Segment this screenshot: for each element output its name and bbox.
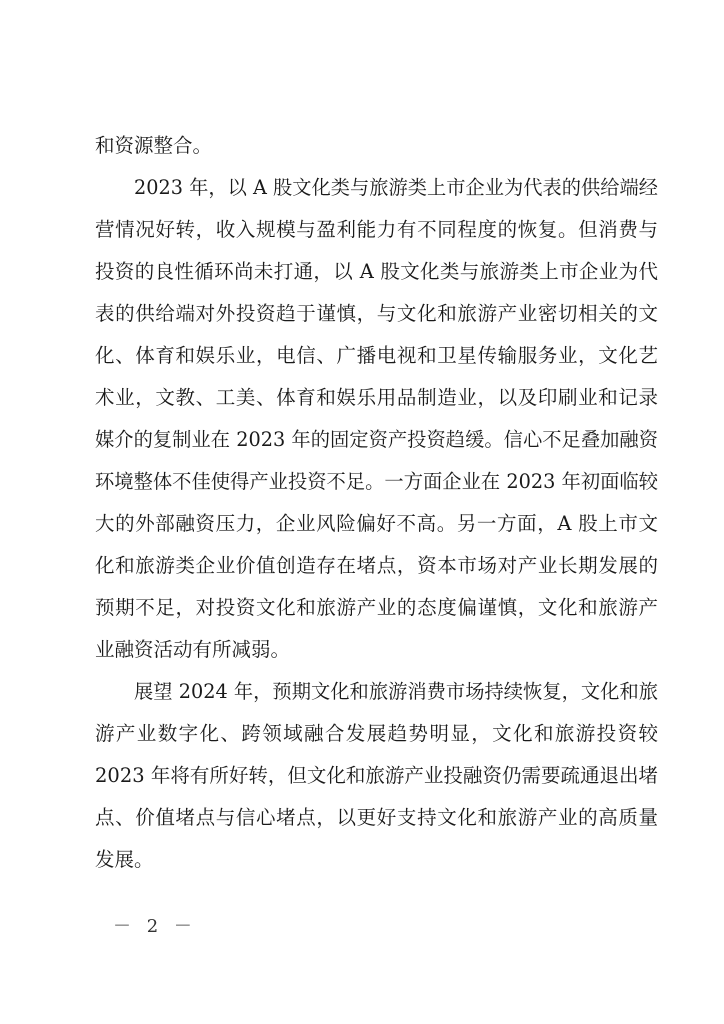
text-line — [0, 674, 724, 710]
page-number: － 2 － — [113, 916, 197, 937]
text-line-content: 大的外部融资压力，企业风险偏好不高。另一方面，A 股上市文 — [95, 512, 658, 535]
text-line — [0, 716, 724, 752]
text-line-content: 化、体育和娱乐业，电信、广播电视和卫星传输服务业，文化艺 — [95, 344, 658, 367]
text-line — [0, 422, 724, 458]
text-line-content: 和资源整合。 — [95, 134, 213, 157]
text-line-content: 业融资活动有所减弱。 — [95, 638, 291, 661]
text-line — [0, 632, 724, 668]
text-line — [0, 212, 724, 248]
text-line — [0, 758, 724, 794]
text-line — [0, 842, 724, 878]
text-line — [0, 590, 724, 626]
text-line-content: 化和旅游类企业价值创造存在堵点，资本市场对产业长期发展的 — [95, 554, 658, 577]
text-line — [0, 800, 724, 836]
text-line — [0, 506, 724, 542]
text-line — [0, 128, 724, 164]
text-line — [0, 338, 724, 374]
text-line — [0, 296, 724, 332]
text-line-content: 投资的良性循环尚未打通，以 A 股文化类与旅游类上市企业为代 — [95, 260, 658, 283]
text-line-content: 环境整体不佳使得产业投资不足。一方面企业在 2023 年初面临较 — [95, 470, 658, 493]
text-line-content: 媒介的复制业在 2023 年的固定资产投资趋缓。信心不足叠加融资 — [95, 428, 658, 451]
text-line-content: 游产业数字化、跨领域融合发展趋势明显，文化和旅游投资较 — [95, 722, 658, 745]
text-line — [0, 380, 724, 416]
text-line — [0, 170, 724, 206]
text-line-content: 展望 2024 年，预期文化和旅游消费市场持续恢复，文化和旅 — [134, 680, 658, 703]
text-line-content: 发展。 — [95, 848, 154, 871]
text-line-content: 术业，文教、工美、体育和娱乐用品制造业，以及印刷业和记录 — [95, 386, 658, 409]
text-line-content: 2023 年，以 A 股文化类与旅游类上市企业为代表的供给端经 — [134, 176, 658, 199]
text-line — [0, 254, 724, 290]
text-line-content: 点、价值堵点与信心堵点，以更好支持文化和旅游产业的高质量 — [95, 806, 658, 829]
text-line-content: 营情况好转，收入规模与盈利能力有不同程度的恢复。但消费与 — [95, 218, 658, 241]
text-line-content: 预期不足，对投资文化和旅游产业的态度偏谨慎，文化和旅游产 — [95, 596, 658, 619]
text-line-content: 2023 年将有所好转，但文化和旅游产业投融资仍需要疏通退出堵 — [95, 764, 658, 787]
text-line — [0, 548, 724, 584]
text-line-content: 表的供给端对外投资趋于谨慎，与文化和旅游产业密切相关的文 — [95, 302, 658, 325]
text-line — [0, 464, 724, 500]
